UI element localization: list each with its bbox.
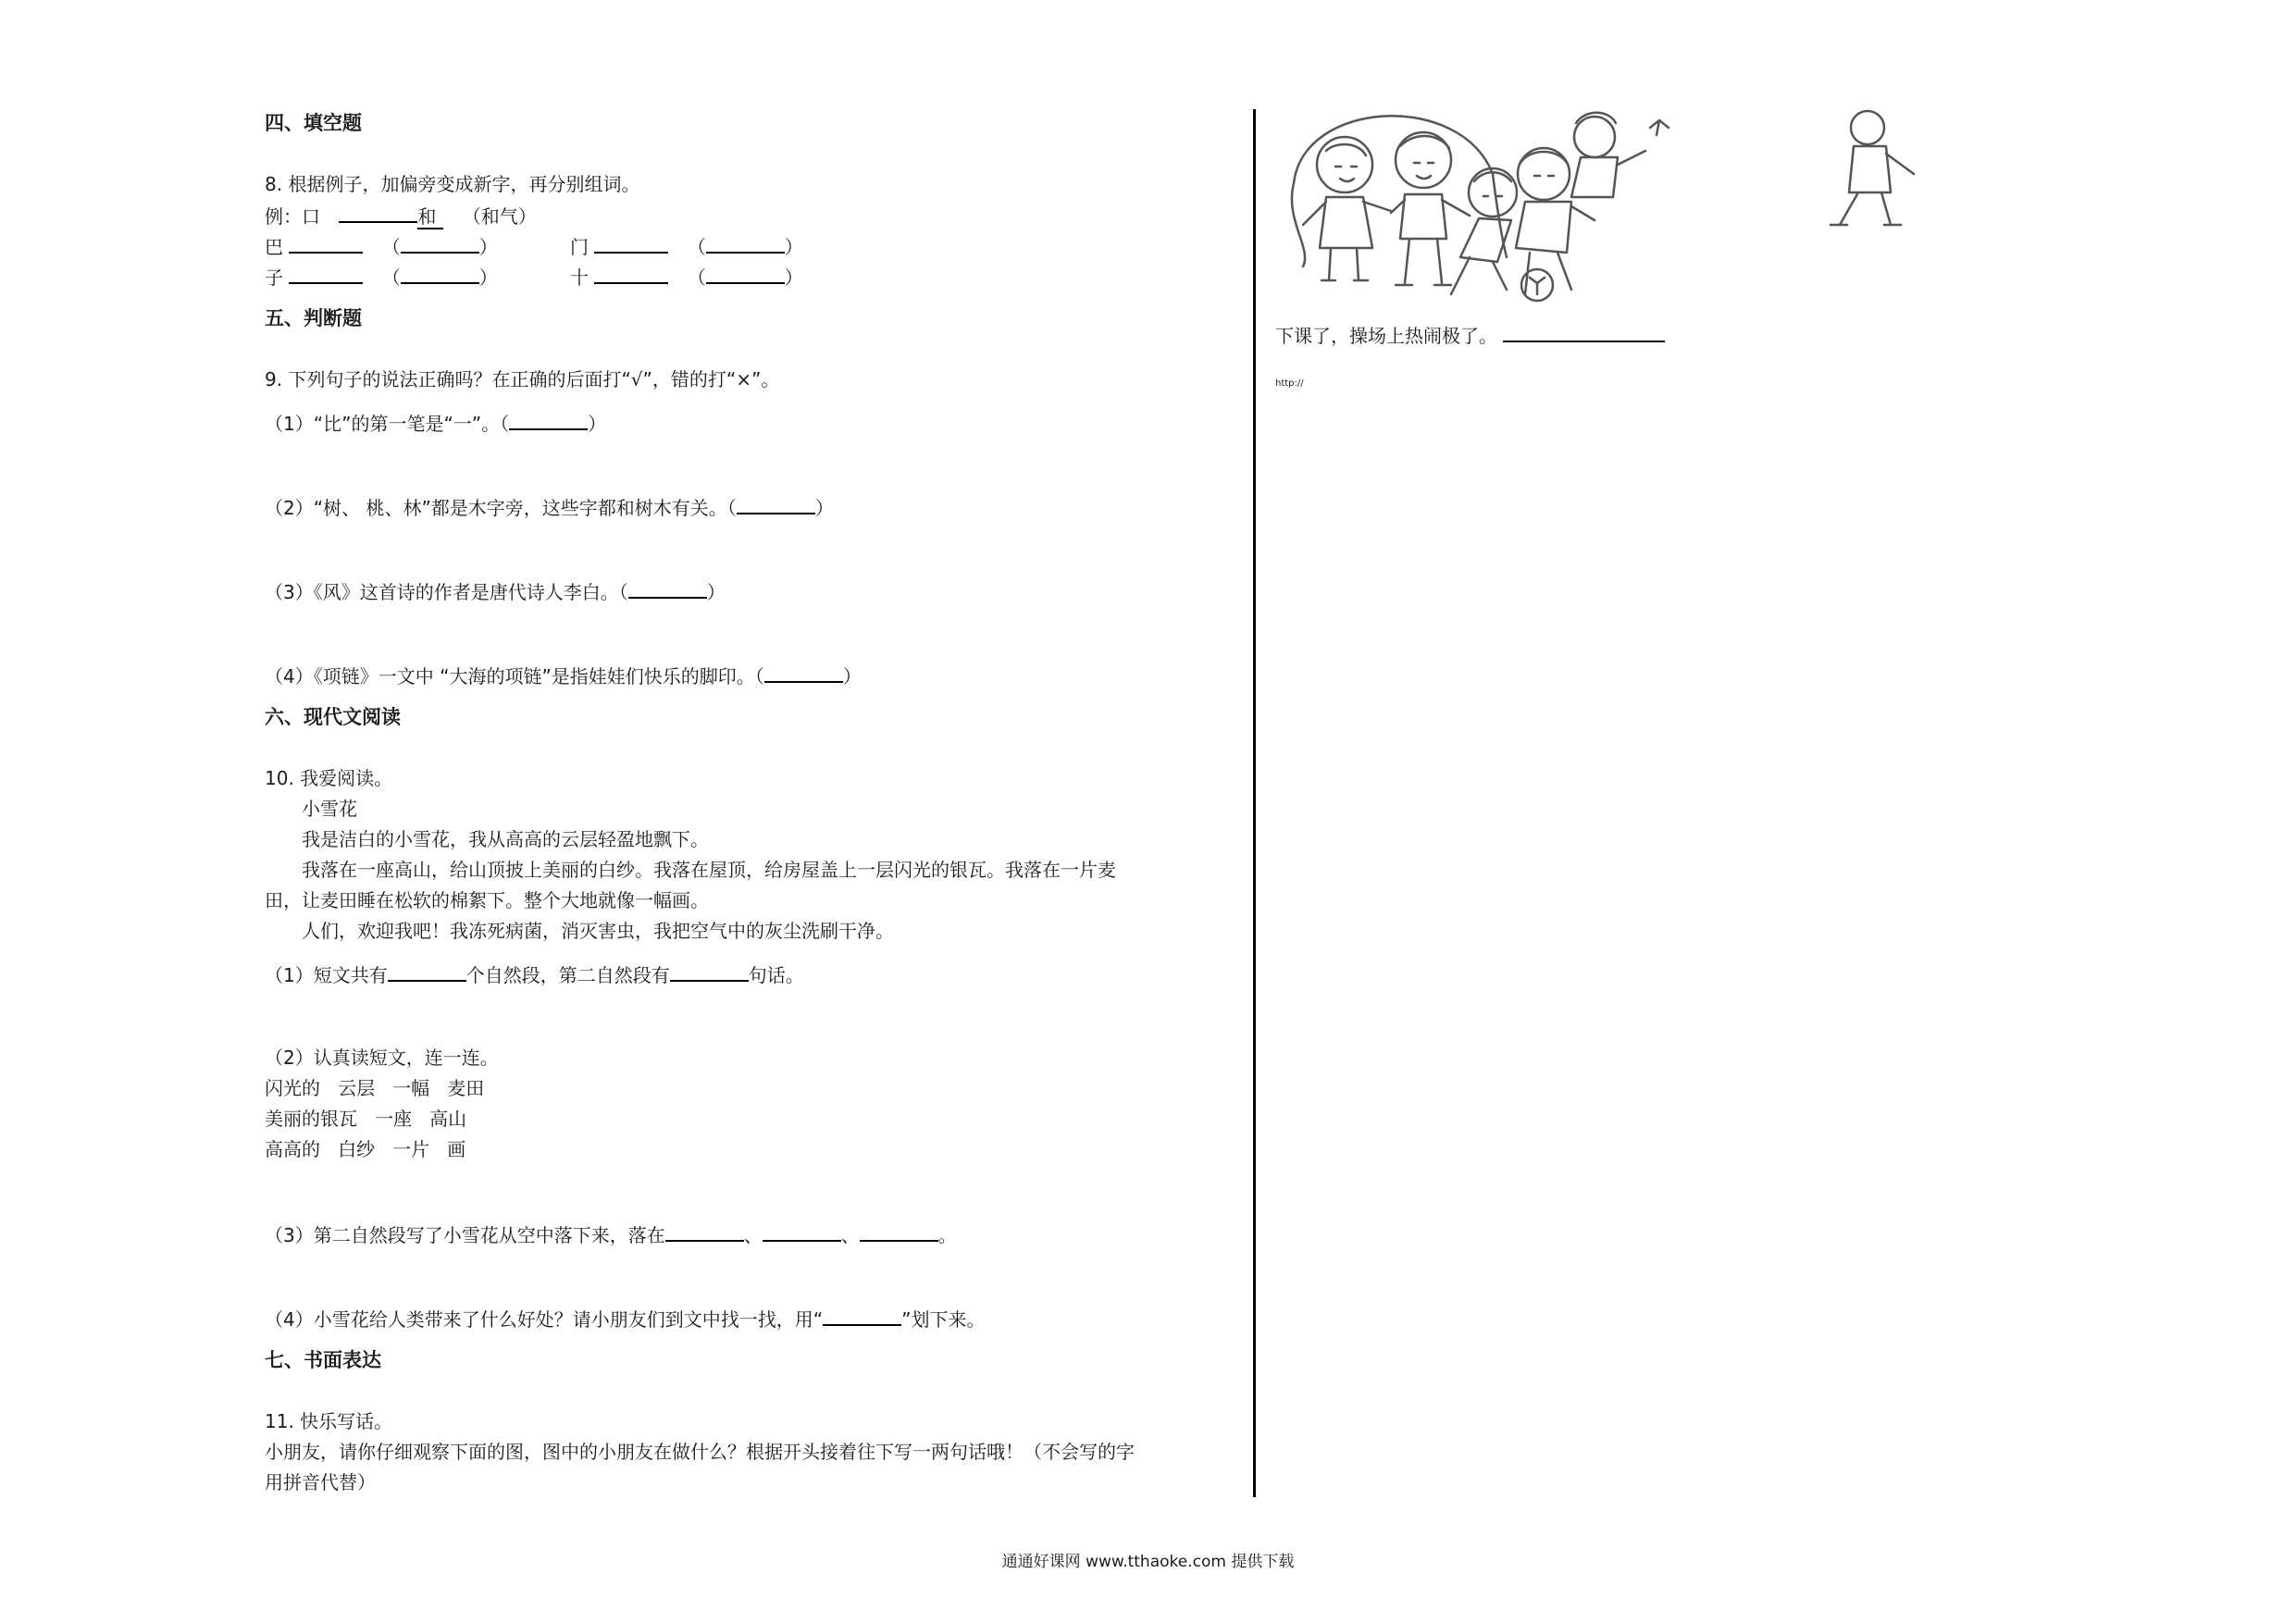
answer-blank[interactable] (823, 1304, 901, 1326)
q8-row-3 (265, 262, 498, 291)
writing-answer-blank[interactable] (1503, 320, 1665, 342)
q9-item-1 (265, 408, 606, 438)
answer-blank[interactable] (289, 262, 363, 284)
answer-blank[interactable] (594, 262, 668, 284)
paren-close: ） (478, 266, 498, 289)
q8-example (265, 201, 537, 230)
q9-item-4 (265, 661, 862, 690)
separator: 、 (840, 1224, 860, 1246)
answer-blank[interactable] (388, 960, 466, 982)
paren-close: ） (784, 266, 803, 289)
answer-blank[interactable] (509, 408, 588, 430)
sub1-text-b: 个自然段，第二自然段有 (465, 964, 670, 986)
sub4-text-a: （4）小雪花给人类带来了什么好处？请小朋友们到文中找一找，用“ (265, 1308, 824, 1331)
answer-blank[interactable] (737, 492, 815, 514)
answer-blank[interactable] (860, 1220, 938, 1242)
passage-title: 小雪花 (302, 798, 357, 820)
q9-item-text: （2）“树、 桃、林”都是木字旁，这些字都和树木有关。（ (265, 497, 737, 519)
answer-blank[interactable] (706, 231, 785, 254)
q9-item-text: （1）“比”的第一笔是“一”。（ (265, 413, 510, 435)
paren-close: ） (842, 665, 862, 688)
q8-char: 巴 (265, 236, 283, 258)
paren-open: （ (687, 236, 706, 258)
sub4-text-b: ”划下来。 (901, 1308, 986, 1331)
sub1-text-a: （1）短文共有 (265, 964, 388, 986)
paren-close: ） (588, 413, 607, 435)
playground-illustration (1275, 109, 1942, 308)
q8-prompt: 8. 根据例子，加偏旁变成新字，再分别组词。 (265, 173, 640, 195)
writing-sentence: 下课了，操场上热闹极了。 (1275, 325, 1497, 347)
q8-example-answer: 和 (417, 205, 443, 229)
paren-open: （ (687, 266, 706, 289)
url-text: http:// (1275, 378, 1304, 389)
q10-sub1 (265, 960, 804, 989)
passage-paragraph: 我是洁白的小雪花，我从高高的云层轻盈地飘下。 (302, 828, 709, 850)
writing-prompt-line (1275, 320, 1665, 350)
answer-blank[interactable] (401, 262, 479, 284)
q11-prompt: 11. 快乐写话。 (265, 1410, 393, 1432)
answer-blank[interactable] (594, 231, 668, 254)
q9-item-2 (265, 492, 834, 522)
sub3-end: 。 (937, 1224, 957, 1246)
q9-item-text: （4）《项链》一文中 “大海的项链”是指娃娃们快乐的脚印。（ (265, 665, 764, 688)
answer-blank[interactable] (289, 231, 363, 254)
section-title-fill: 四、填空题 (265, 112, 362, 134)
q10-prompt: 10. 我爱阅读。 (265, 767, 393, 789)
q9-prompt: 9. 下列句子的说法正确吗？在正确的后面打“√”，错的打“×”。 (265, 368, 780, 390)
separator: 、 (743, 1224, 763, 1246)
matching-row: 闪光的 云层 一幅 麦田 (265, 1077, 485, 1099)
answer-blank[interactable] (763, 1220, 841, 1242)
passage-paragraph: 人们，欢迎我吧！我冻死病菌，消灭害虫，我把空气中的灰尘洗刷干净。 (302, 920, 894, 942)
footer-credit: 通通好课网 www.tthaoke.com 提供下载 (1001, 1553, 1295, 1571)
matching-row: 高高的 白纱 一片 画 (265, 1138, 466, 1160)
answer-blank[interactable] (764, 661, 843, 683)
q8-example-blank (339, 201, 417, 223)
answer-blank[interactable] (628, 576, 707, 599)
q8-char: 子 (265, 266, 283, 289)
column-divider (1253, 109, 1256, 1497)
answer-blank[interactable] (670, 960, 749, 982)
q10-sub3 (265, 1220, 957, 1249)
q11-instruction-1: 小朋友，请你仔细观察下面的图，图中的小朋友在做什么？根据开头接着往下写一两句话哦！（不会写的字 (265, 1441, 1135, 1463)
sub3-text: （3）第二自然段写了小雪花从空中落下来，落在 (265, 1224, 665, 1246)
q9-item-3 (265, 576, 726, 606)
q8-char: 门 (570, 236, 589, 258)
answer-blank[interactable] (706, 262, 785, 284)
q8-example-word: （和气） (462, 205, 537, 228)
q8-char: 十 (570, 266, 589, 289)
section-title-judge: 五、判断题 (265, 307, 362, 329)
q8-example-label: 例：口 (265, 205, 320, 228)
section-title-writing: 七、书面表达 (265, 1349, 381, 1371)
q8-row-2 (570, 231, 803, 261)
answer-blank[interactable] (665, 1220, 744, 1242)
children-playing-illustration (1275, 109, 1942, 308)
answer-blank[interactable] (401, 231, 479, 254)
matching-row: 美丽的银瓦 一座 高山 (265, 1108, 467, 1130)
paren-close: ） (478, 236, 498, 258)
section-title-reading: 六、现代文阅读 (265, 706, 401, 728)
passage-paragraph: 我落在一座高山，给山顶披上美丽的白纱。我落在屋顶，给房屋盖上一层闪光的银瓦。我落在一片麦 (302, 859, 1116, 881)
q11-instruction-2: 用拼音代替） (265, 1471, 376, 1493)
paren-close: ） (706, 581, 726, 603)
q8-row-1 (265, 231, 498, 261)
paren-open: （ (381, 236, 401, 258)
paren-close: ） (784, 236, 803, 258)
sub1-text-c: 句话。 (748, 964, 804, 986)
q9-item-text: （3）《风》这首诗的作者是唐代诗人李白。（ (265, 581, 628, 603)
q10-sub2-prompt: （2）认真读短文，连一连。 (265, 1047, 499, 1069)
q10-sub4 (265, 1304, 985, 1333)
paren-close: ） (814, 497, 834, 519)
paren-open: （ (381, 266, 401, 289)
q8-row-4 (570, 262, 803, 291)
passage-paragraph: 田，让麦田睡在松软的棉絮下。整个大地就像一幅画。 (265, 889, 709, 911)
